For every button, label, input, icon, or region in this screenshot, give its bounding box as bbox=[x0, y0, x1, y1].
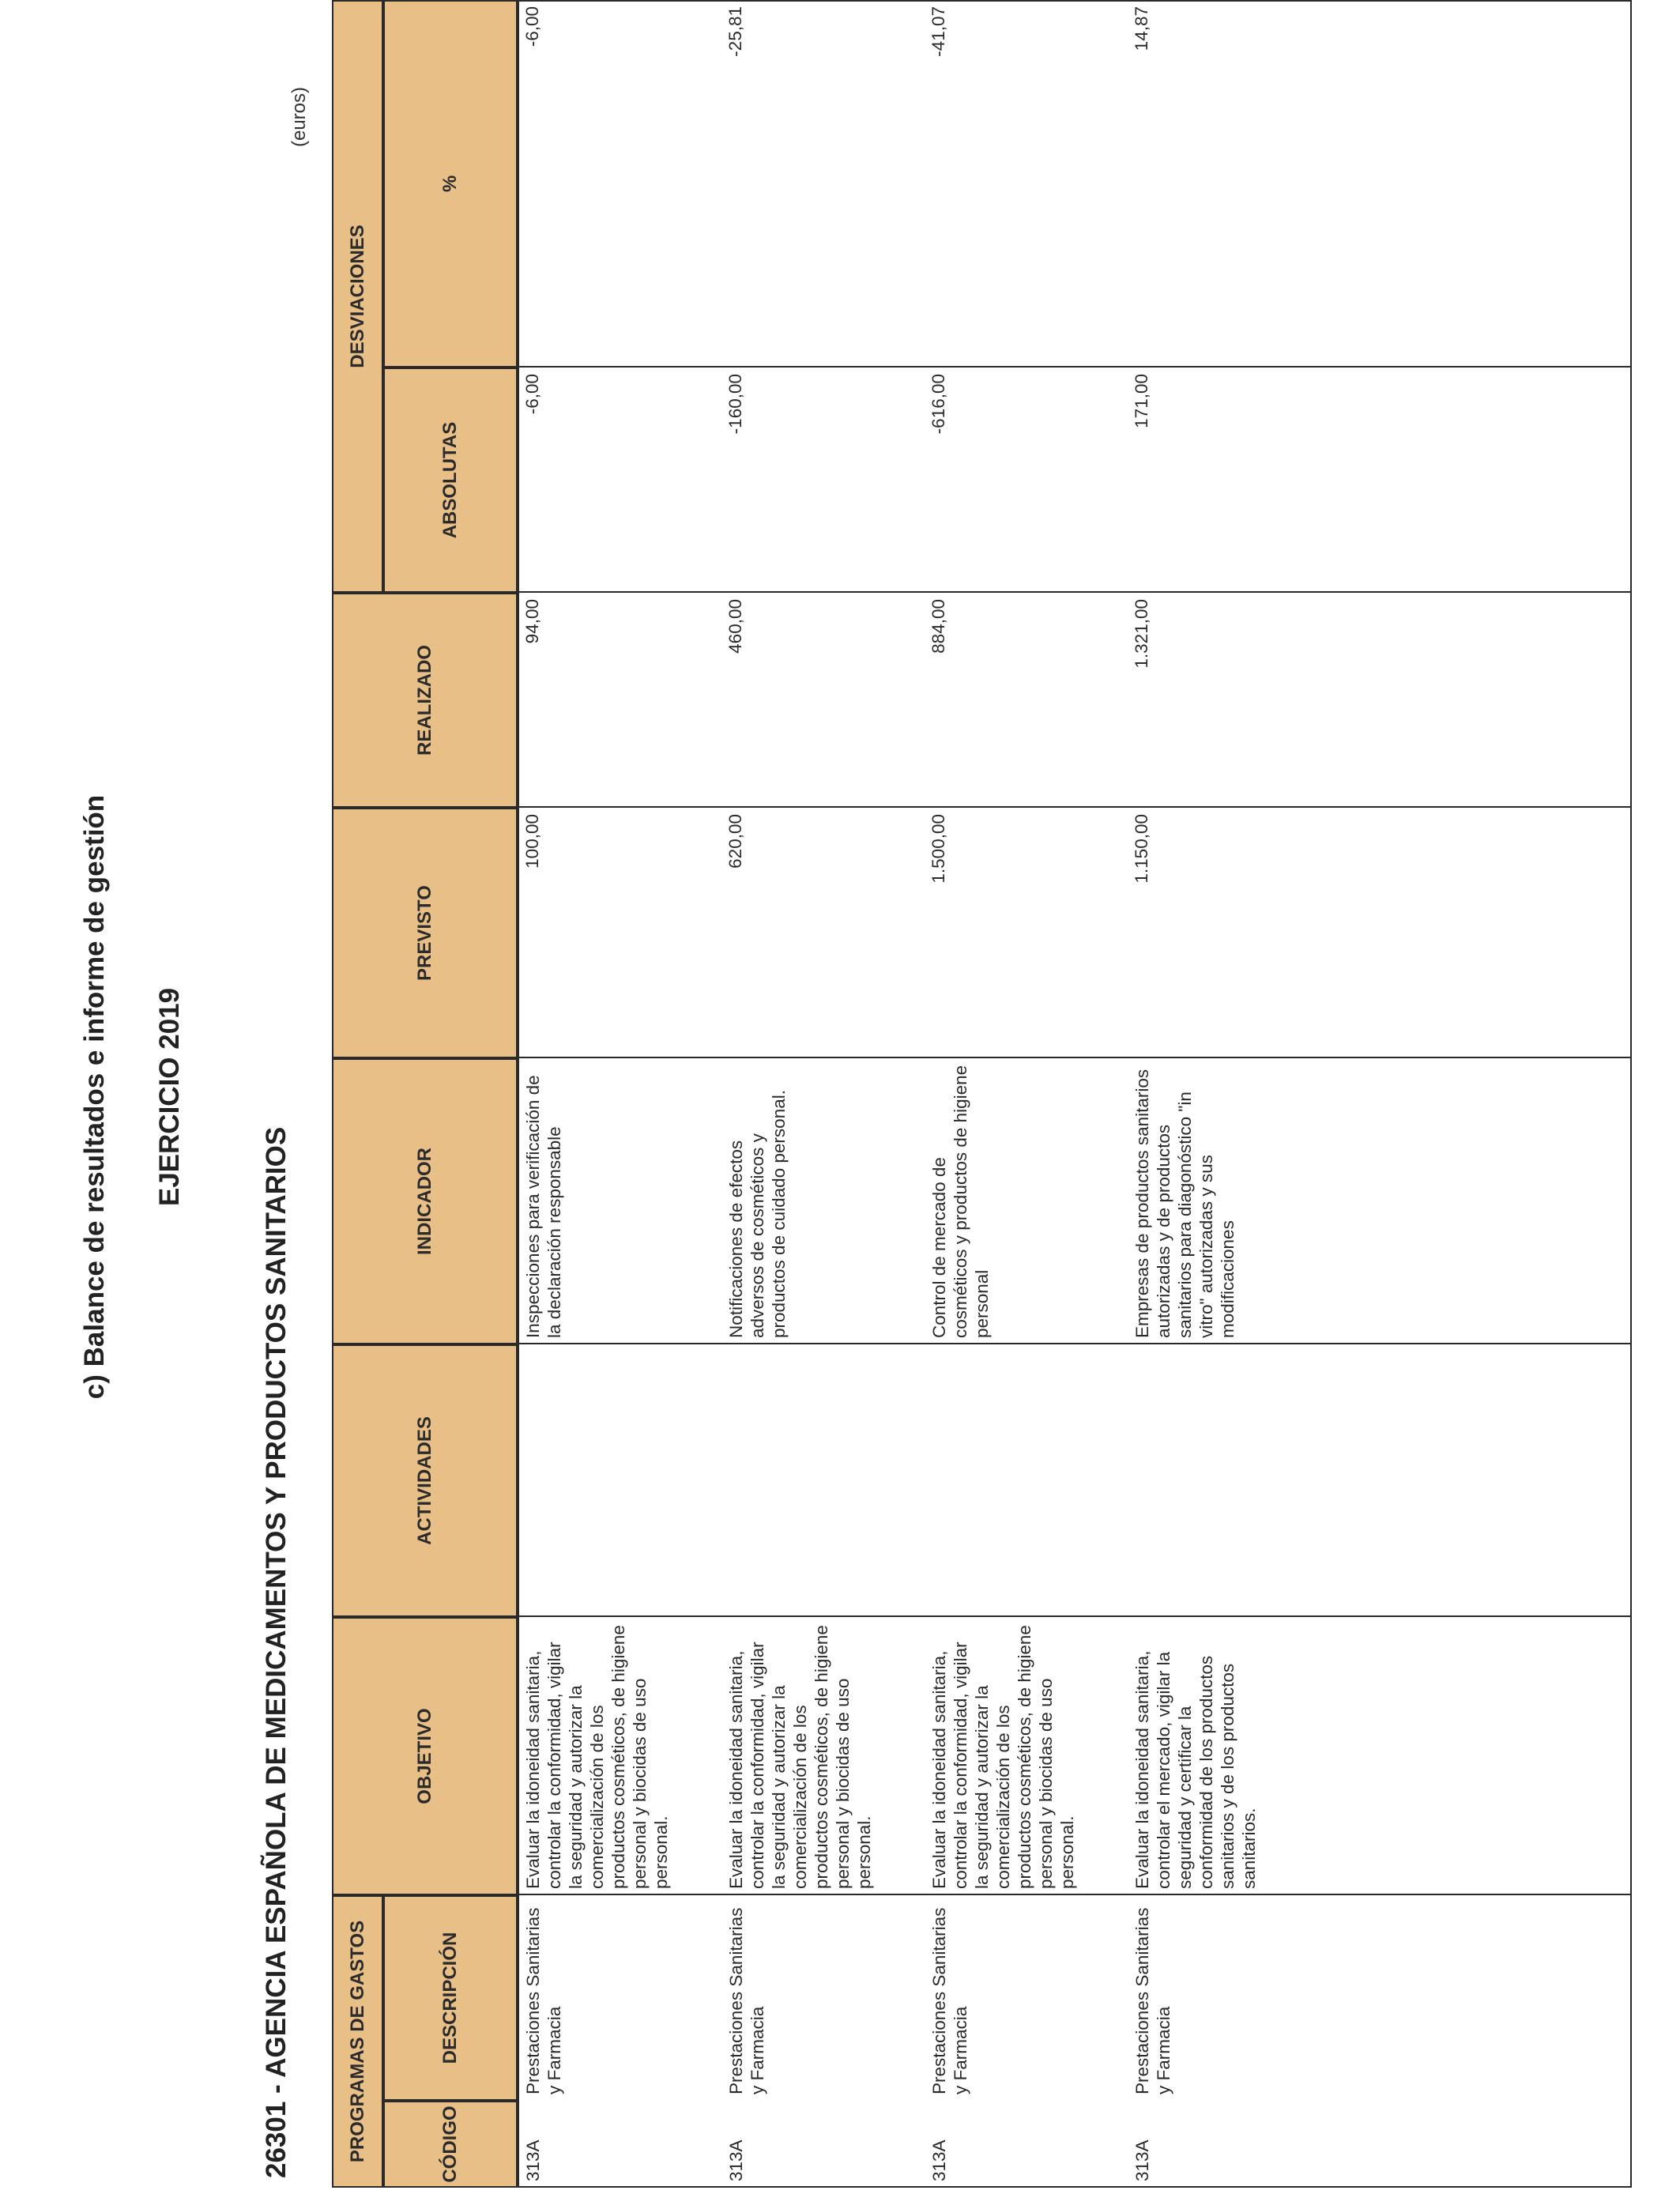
cell-realizado: 1.321,00 bbox=[1132, 599, 1151, 669]
cell-porcentaje: -41,07 bbox=[929, 6, 948, 57]
cell-realizado: 94,00 bbox=[522, 599, 542, 644]
cell-indicador: Control de mercado de cosméticos y productos de higiene personal bbox=[929, 1065, 992, 1338]
cell-objetivo: Evaluar la idoneidad sanitaria, controlar el mercado, vigilar la seguridad y certificar la conformidad de los productos sanitarios y de los productos sanitarios. bbox=[1132, 1650, 1259, 1889]
cell-objetivo: Evaluar la idoneidad sanitaria, controlar la conformidad, vigilar la seguridad y autorizar la comercialización de los productos cosméticos, de higiene personal y biocidas de uso personal. bbox=[929, 1625, 1077, 1889]
cell-codigo: 313A bbox=[523, 2139, 543, 2181]
cell-indicador: Empresas de productos sanitarios autorizadas y de productos sanitarios para diagonóstico "in vitro" autorizadas y sus modificaciones bbox=[1132, 1069, 1237, 1338]
table-row bbox=[518, 0, 721, 2188]
section-heading: c) Balance de resultados e informe de gestión bbox=[79, 794, 110, 1400]
cell-objetivo: Evaluar la idoneidad sanitaria, controlar la conformidad, vigilar la seguridad y autorizar la comercialización de los productos cosméticos, de higiene personal y biocidas de uso personal. bbox=[726, 1625, 874, 1889]
cell-descripcion: Prestaciones Sanitarias y Farmacia bbox=[523, 1907, 564, 2094]
cell-previsto: 620,00 bbox=[725, 814, 745, 869]
units-label: (euros) bbox=[288, 86, 310, 147]
header-objetivo: OBJETIVO bbox=[332, 1617, 518, 1895]
cell-absolutas: 171,00 bbox=[1132, 374, 1151, 428]
cell-realizado: 460,00 bbox=[725, 599, 745, 654]
cell-porcentaje: 14,87 bbox=[1132, 6, 1151, 51]
exercise-title: EJERCICIO 2019 bbox=[154, 987, 185, 1207]
cell-indicador: Inspecciones para verificación de la declaración responsable bbox=[523, 1075, 564, 1338]
table-row bbox=[1127, 0, 1330, 2188]
cell-descripcion: Prestaciones Sanitarias y Farmacia bbox=[1132, 1907, 1173, 2094]
header-indicador: INDICADOR bbox=[332, 1058, 518, 1344]
results-table bbox=[332, 0, 1632, 2188]
header-previsto: PREVISTO bbox=[332, 808, 518, 1058]
cell-porcentaje: -25,81 bbox=[725, 6, 745, 57]
cell-codigo: 313A bbox=[929, 2139, 949, 2181]
cell-objetivo: Evaluar la idoneidad sanitaria, controlar la conformidad, vigilar la seguridad y autorizar la comercialización de los productos cosméticos, de higiene personal y biocidas de uso personal. bbox=[523, 1625, 671, 1889]
entity-title: 26301 - AGENCIA ESPAÑOLA DE MEDICAMENTOS Y PRODUCTOS SANITARIOS bbox=[261, 1126, 292, 2178]
cell-codigo: 313A bbox=[1132, 2139, 1152, 2181]
cell-previsto: 100,00 bbox=[522, 814, 542, 869]
header-realizado: REALIZADO bbox=[332, 593, 518, 808]
cell-descripcion: Prestaciones Sanitarias y Farmacia bbox=[929, 1907, 970, 2094]
cell-absolutas: -6,00 bbox=[522, 374, 542, 415]
cell-previsto: 1.500,00 bbox=[929, 814, 948, 884]
header-absolutas: ABSOLUTAS bbox=[383, 368, 518, 593]
header-desviaciones: DESVIACIONES bbox=[332, 0, 383, 593]
cell-indicador: Notificaciones de efectos adversos de cosméticos y productos de cuidado personal. bbox=[726, 1090, 789, 1338]
cell-previsto: 1.150,00 bbox=[1132, 814, 1151, 884]
header-codigo: CÓDIGO bbox=[383, 2101, 518, 2188]
cell-absolutas: -616,00 bbox=[929, 374, 948, 435]
table-row bbox=[721, 0, 924, 2188]
cell-porcentaje: -6,00 bbox=[522, 6, 542, 47]
cell-descripcion: Prestaciones Sanitarias y Farmacia bbox=[726, 1907, 767, 2094]
header-porcentaje: % bbox=[383, 0, 518, 368]
cell-realizado: 884,00 bbox=[929, 599, 948, 654]
header-programas: PROGRAMAS DE GASTOS bbox=[332, 1895, 383, 2188]
cell-codigo: 313A bbox=[726, 2139, 746, 2181]
table-row bbox=[924, 0, 1127, 2188]
cell-absolutas: -160,00 bbox=[725, 374, 745, 435]
header-descripcion: DESCRIPCIÓN bbox=[383, 1895, 518, 2101]
header-actividades: ACTIVIDADES bbox=[332, 1344, 518, 1617]
